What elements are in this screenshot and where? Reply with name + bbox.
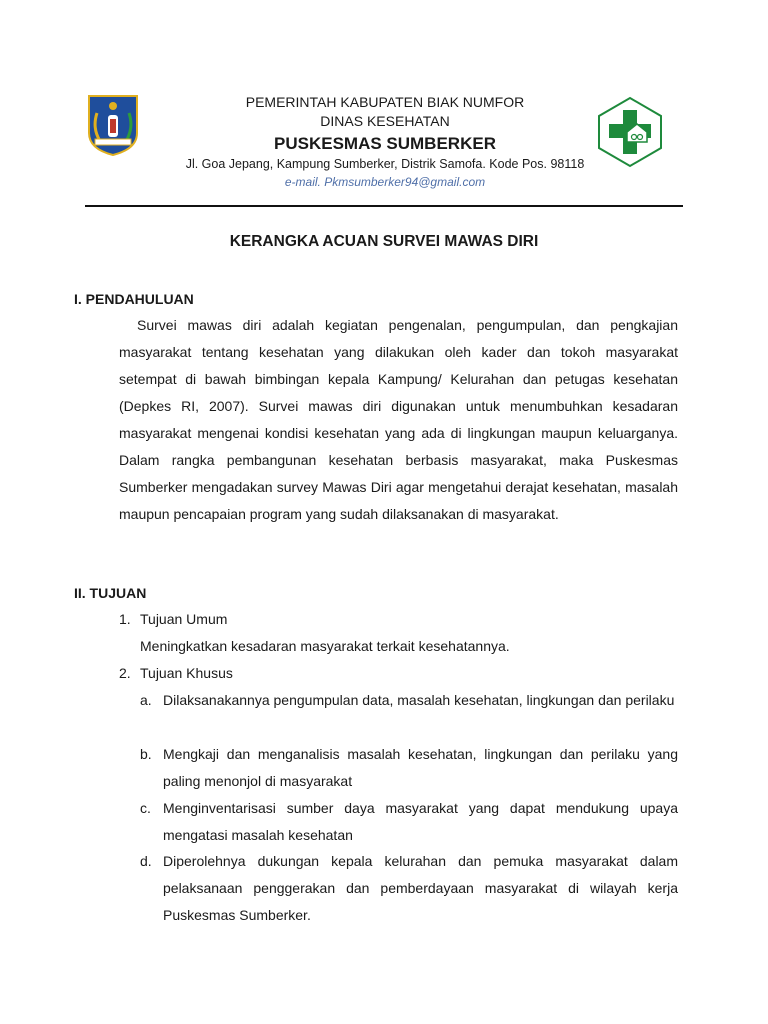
subitem-d-text: Diperolehnya dukungan kepala kelurahan dan pemuka masyarakat dalam pelaksanaan penggerakan dan pemberdayaan masyarakat di wilayah kerja Puskesmas Sumberker.: [163, 853, 678, 923]
subitem-b-text: Mengkaji dan menganalisis masalah kesehatan, lingkungan dan perilaku yang paling menonjol di masyarakat: [163, 746, 678, 789]
header-email: e-mail. Pkmsumberker94@gmail.com: [284, 175, 486, 189]
tujuan-umum-label: Tujuan Umum: [140, 611, 228, 627]
section-tujuan-heading: II. TUJUAN: [74, 585, 147, 601]
header-organization-name: PUSKESMAS SUMBERKER: [274, 134, 496, 153]
subitem-d-letter: d.: [140, 853, 152, 869]
header-department-line: DINAS KESEHATAN: [320, 113, 450, 129]
header-address: Jl. Goa Jepang, Kampung Sumberker, Distrik Samofa. Kode Pos. 98118: [185, 157, 585, 171]
subitem-c-text: Menginventarisasi sumber daya masyarakat yang dapat mendukung upaya mengatasi masalah kesehatan: [163, 800, 678, 843]
tujuan-umum-number: 1.: [119, 611, 131, 627]
puskesmas-logo: [597, 96, 663, 168]
kabupaten-crest-logo: [86, 93, 140, 157]
header-government-line: PEMERINTAH KABUPATEN BIAK NUMFOR: [245, 94, 525, 110]
subitem-a-letter: a.: [140, 692, 152, 708]
section-pendahuluan-heading: I. PENDAHULUAN: [74, 291, 194, 307]
header-divider: [85, 205, 683, 207]
subitem-b-letter: b.: [140, 746, 152, 762]
tujuan-khusus-label: Tujuan Khusus: [140, 665, 233, 681]
document-title: KERANGKA ACUAN SURVEI MAWAS DIRI: [229, 233, 539, 250]
tujuan-khusus-number: 2.: [119, 665, 131, 681]
pendahuluan-paragraph: Survei mawas diri adalah kegiatan pengenalan, pengumpulan, dan pengkajian masyarakat tentang kesehatan yang dilakukan oleh kader dan tokoh masyarakat setempat di bawah bimbingan kepala Kampung/ Kelurahan dan petugas kesehatan (Depkes RI, 2007). Survei mawas diri digunakan untuk menumbuhkan kesadaran masyarakat mengenai kondisi kesehatan yang ada di lingkungan maupun keluarganya. Dalam rangka pembangunan kesehatan berbasis masyarakat, maka Puskesmas Sumberker mengadakan survey Mawas Diri agar mengetahui derajat kesehatan, masalah maupun pencapaian program yang sudah dilaksanakan di masyarakat.: [119, 317, 678, 522]
subitem-c-letter: c.: [140, 800, 151, 816]
subitem-a-text: Dilaksanakannya pengumpulan data, masalah kesehatan, lingkungan dan perilaku: [163, 692, 675, 708]
tujuan-umum-text: Meningkatkan kesadaran masyarakat terkait kesehatannya.: [140, 638, 510, 654]
